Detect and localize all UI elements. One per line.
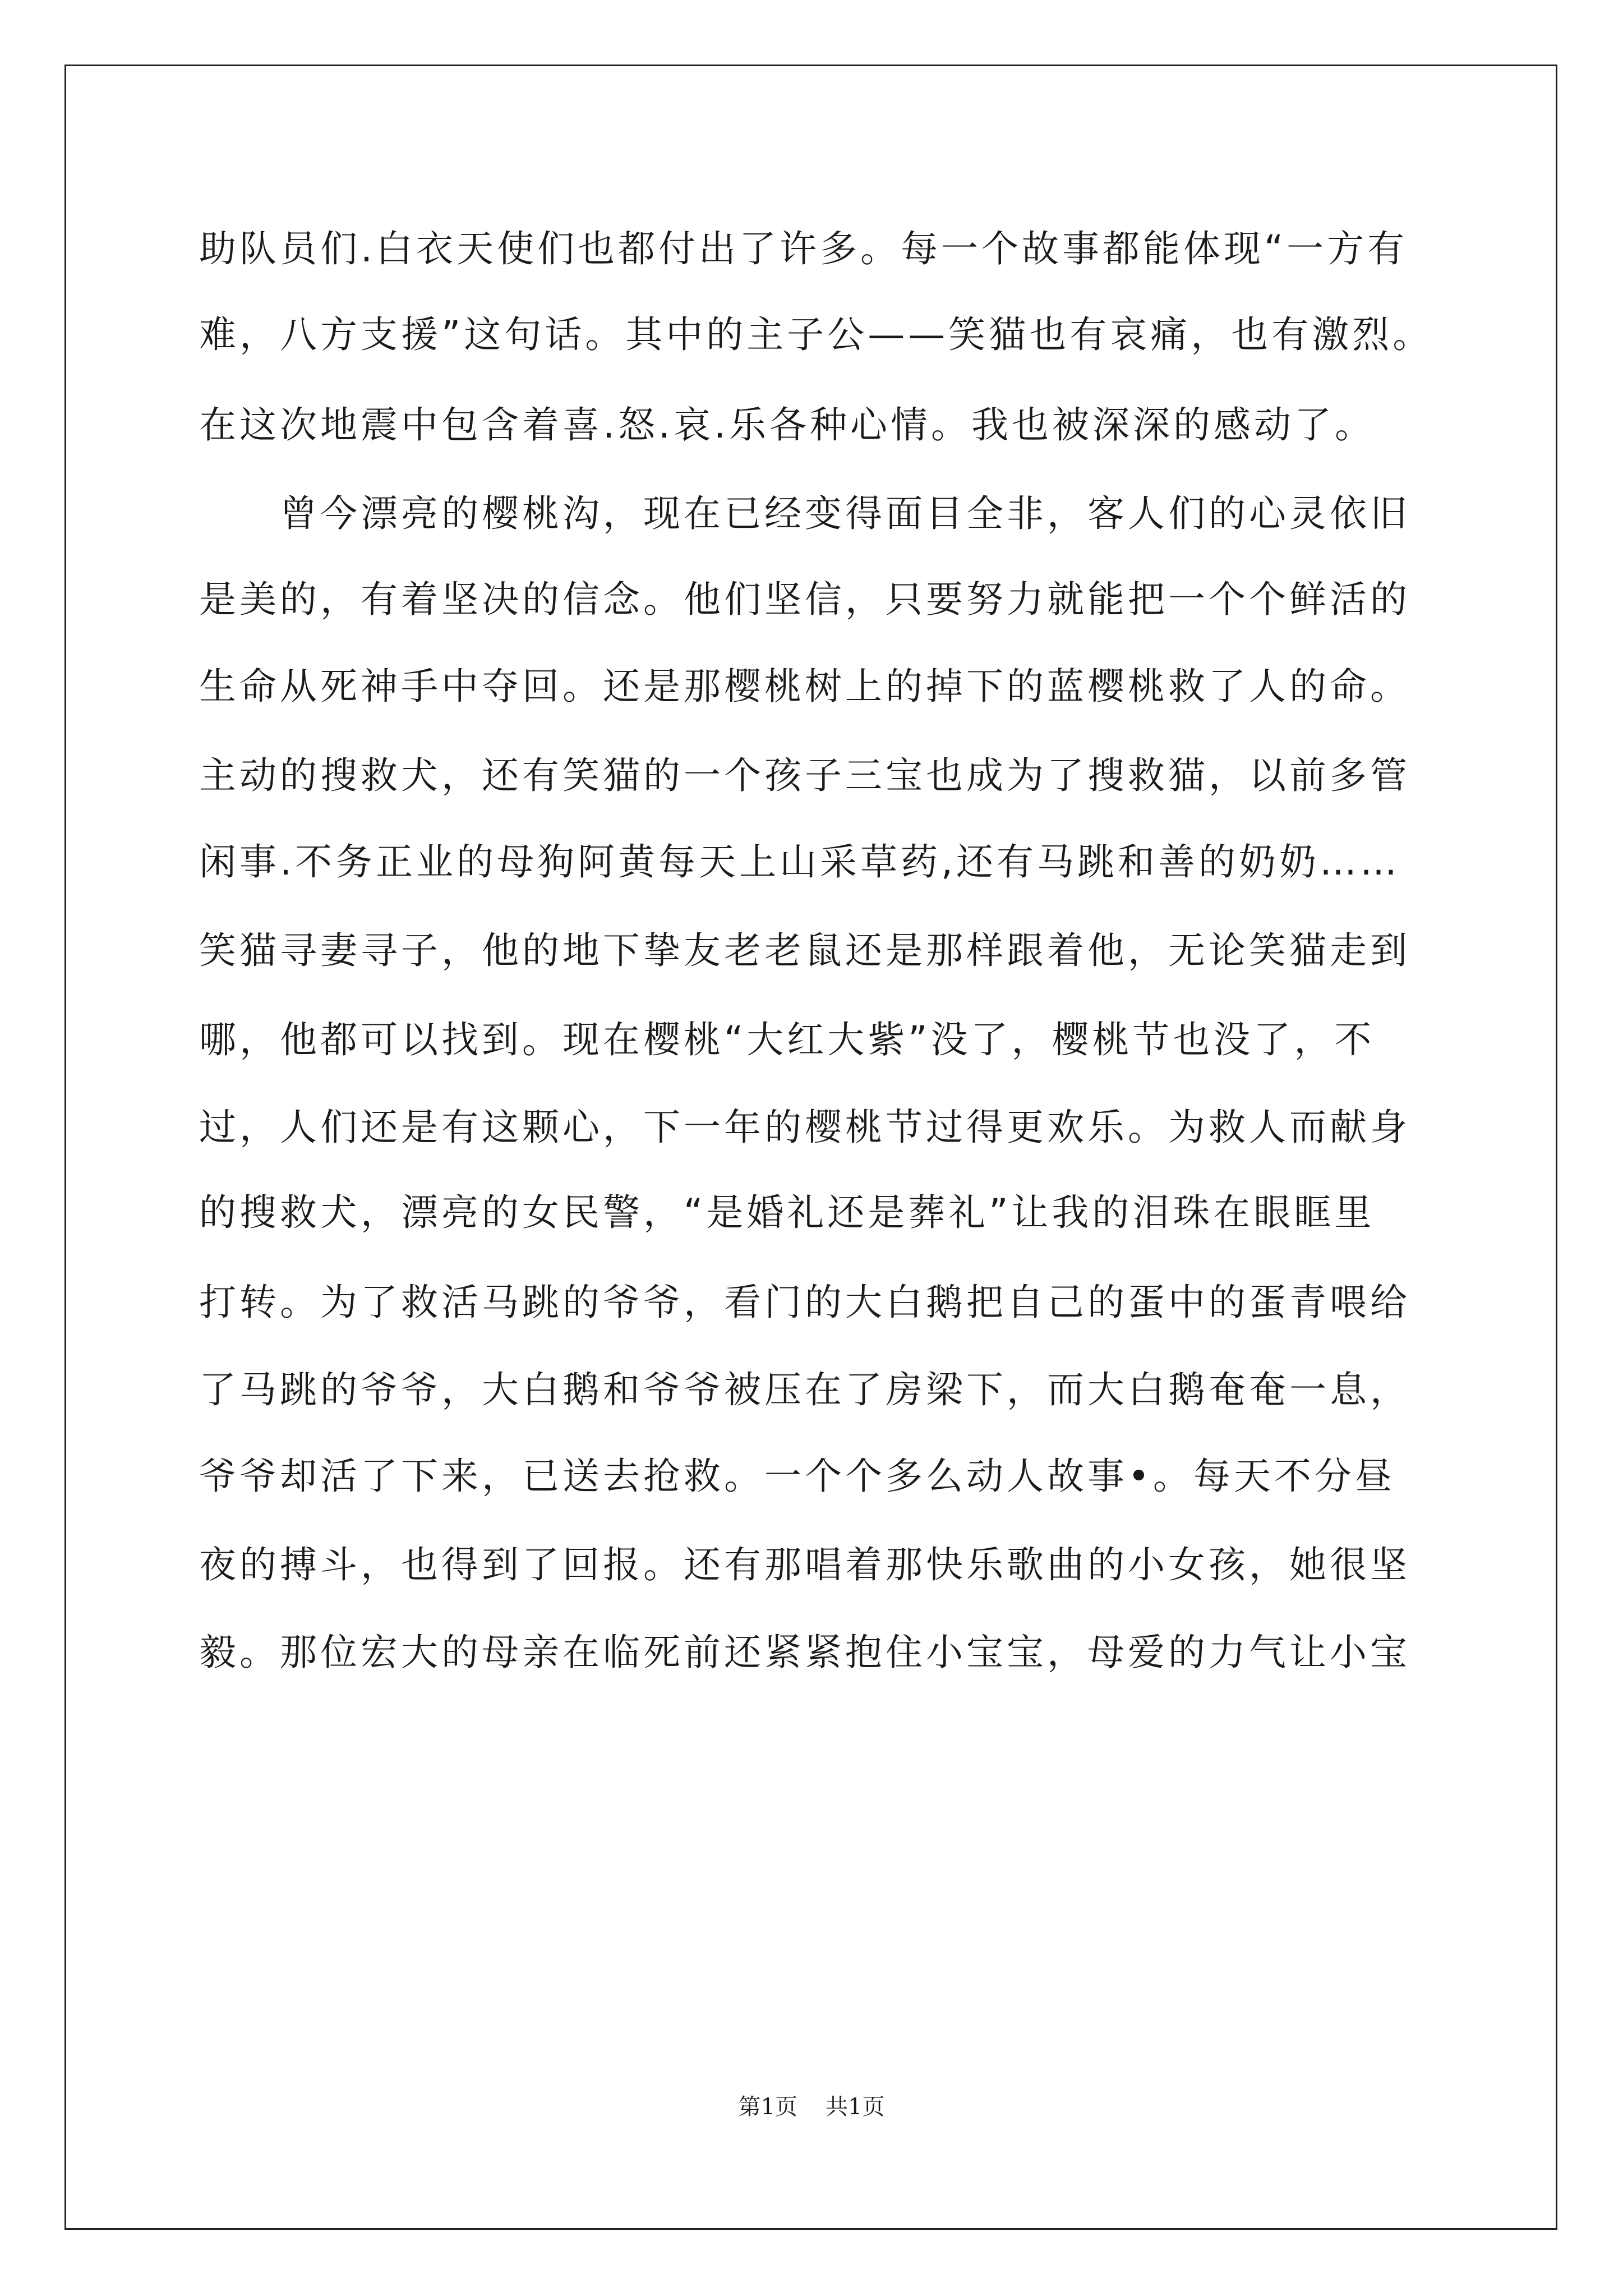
page-number: 第1页 <box>738 2094 797 2120</box>
text-line-11: 过，人们还是有这颗心，下一年的樱桃节过得更欢乐。为救人而献身 <box>199 1106 1410 1149</box>
text-line-9: 笑猫寻妻寻子，他的地下挚友老老鼠还是那样跟着他，无论笑猫走到 <box>199 929 1410 972</box>
text-line-13: 打转。为了救活马跳的爷爷，看门的大白鹅把自己的蛋中的蛋青喂给 <box>199 1281 1410 1324</box>
page-footer <box>0 2090 1623 2124</box>
text-line-8: 闲事.不务正业的母狗阿黄每天上山采草药,还有马跳和善的奶奶…… <box>199 840 1400 884</box>
text-line-10: 哪，他都可以找到。现在樱桃“大红大紫”没了，樱桃节也没了，不 <box>199 1018 1375 1061</box>
text-line-14: 了马跳的爷爷，大白鹅和爷爷被压在了房梁下，而大白鹅奄奄一息， <box>199 1368 1410 1411</box>
text-line-4: 曾今漂亮的樱桃沟，现在已经变得面目全非，客人们的心灵依旧 <box>199 492 1410 535</box>
text-line-3: 在这次地震中包含着喜.怒.哀.乐各种心情。我也被深深的感动了。 <box>199 403 1375 447</box>
text-line-17: 毅。那位宏大的母亲在临死前还紧紧抱住小宝宝，母爱的力气让小宝 <box>199 1631 1410 1674</box>
page-total: 共1页 <box>826 2094 885 2120</box>
text-line-12: 的搜救犬，漂亮的女民警，“是婚礼还是葬礼”让我的泪珠在眼眶里 <box>199 1191 1375 1234</box>
text-line-16: 夜的搏斗，也得到了回报。还有那唱着那快乐歌曲的小女孩，她很坚 <box>199 1543 1410 1586</box>
text-line-6: 生命从死神手中夺回。还是那樱桃树上的掉下的蓝樱桃救了人的命。 <box>199 665 1410 708</box>
text-line-1: 助队员们.白衣天使们也都付出了许多。每一个故事都能体现“一方有 <box>199 227 1408 270</box>
text-line-5: 是美的，有着坚决的信念。他们坚信，只要努力就能把一个个鲜活的 <box>199 578 1410 621</box>
text-line-15: 爷爷却活了下来，已送去抢救。一个个多么动人故事•。每天不分昼 <box>199 1455 1395 1498</box>
text-line-7: 主动的搜救犬，还有笑猫的一个孩子三宝也成为了搜救猫，以前多管 <box>199 754 1410 797</box>
text-line-2: 难，八方支援”这句话。其中的主子公——笑猫也有哀痛，也有激烈。 <box>199 313 1433 356</box>
